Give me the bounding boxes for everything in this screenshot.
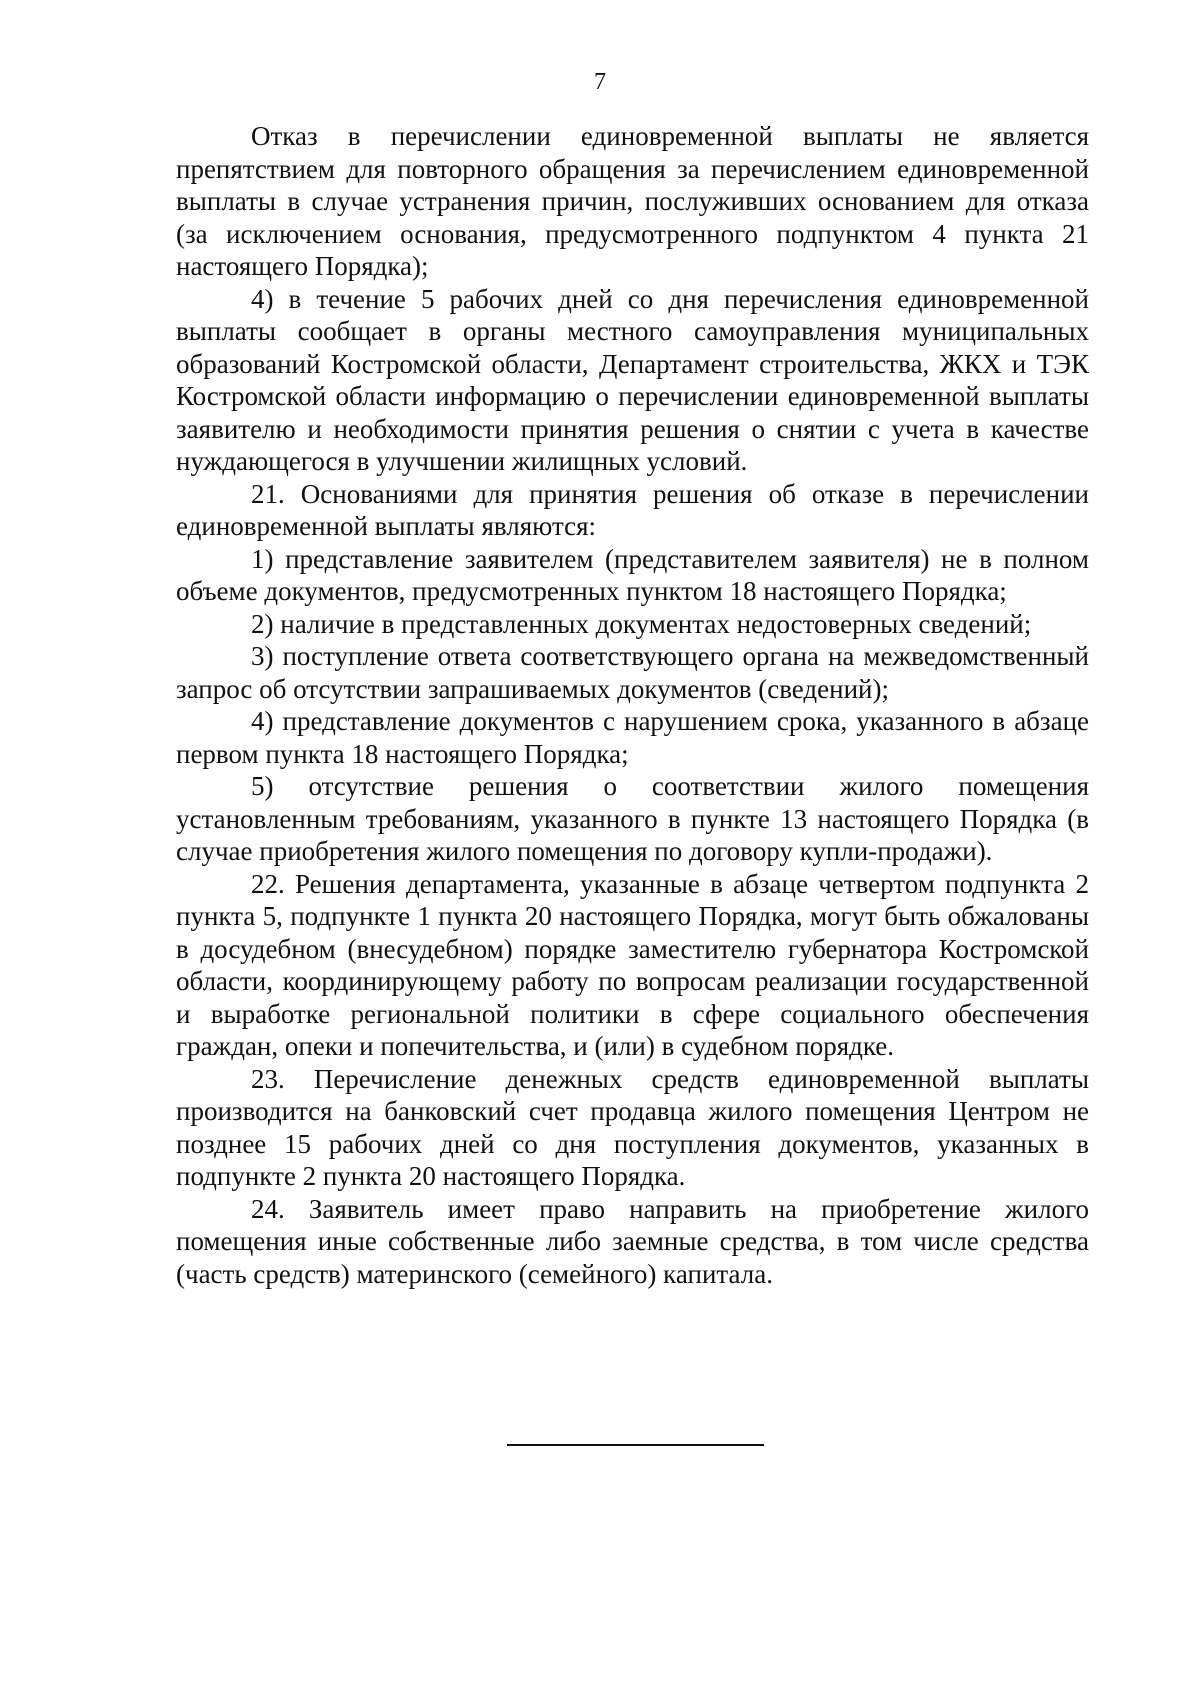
paragraph-clause-21-item-3: 3) поступление ответа соответствующего органа на межведомственный запрос об отсутствии запрашиваемых документов (сведений);	[176, 641, 1089, 704]
page-number: 7	[594, 69, 606, 95]
paragraph-clause-23: 23. Перечисление денежных средств единовременной выплаты производится на банковский счет продавца жилого помещения Центром не позднее 15 рабочих дней со дня поступления документов, указанных в подпункте 2 пункта 20 настоящего Порядка.	[176, 1063, 1089, 1191]
paragraph-clause-22: 22. Решения департамента, указанные в абзаце четвертом подпункта 2 пункта 5, подпункте 1 пункта 20 настоящего Порядка, могут быть обжалованы в досудебном (внесудебном) порядке заместителю губернатора Костромской области, координирующему работу по вопросам реализации государственной и выработке региональной политики в сфере социального обеспечения граждан, опеки и попечительства, и (или) в судебном порядке.	[176, 868, 1089, 1061]
document-body	[176, 120, 1089, 1290]
closing-divider	[507, 1444, 764, 1446]
paragraph-clause-21-item-2: 2) наличие в представленных документах недостоверных сведений;	[251, 608, 1032, 639]
paragraph-item-4-notification: 4) в течение 5 рабочих дней со дня перечисления единовременной выплаты сообщает в органы местного самоуправления муниципальных образований Костромской области, Департамент строительства, ЖКХ и ТЭК Костромской области информацию о перечислении единовременной выплаты заявителю и необходимости принятия решения о снятии с учета в качестве нуждающегося в улучшении жилищных условий.	[176, 283, 1089, 476]
paragraph-refusal-not-obstacle: Отказ в перечислении единовременной выплаты не является препятствием для повторного обращения за перечислением единовременной выплаты в случае устранения причин, послуживших основанием для отказа (за исключением основания, предусмотренного подпунктом 4 пункта 21 настоящего Порядка);	[176, 121, 1089, 281]
paragraph-clause-21-item-4: 4) представление документов с нарушением срока, указанного в абзаце первом пункта 18 настоящего Порядка;	[176, 706, 1089, 769]
paragraph-clause-24: 24. Заявитель имеет право направить на приобретение жилого помещения иные собственные либо заемные средства, в том числе средства (часть средств) материнского (семейного) капитала.	[176, 1193, 1089, 1289]
paragraph-clause-21-item-5: 5) отсутствие решения о соответствии жилого помещения установленным требованиям, указанного в пункте 13 настоящего Порядка (в случае приобретения жилого помещения по договору купли-продажи).	[176, 771, 1089, 866]
paragraph-clause-21: 21. Основаниями для принятия решения об отказе в перечислении единовременной выплаты являются:	[176, 478, 1089, 541]
paragraph-clause-21-item-1: 1) представление заявителем (представителем заявителя) не в полном объеме документов, предусмотренных пунктом 18 настоящего Порядка;	[176, 543, 1089, 606]
